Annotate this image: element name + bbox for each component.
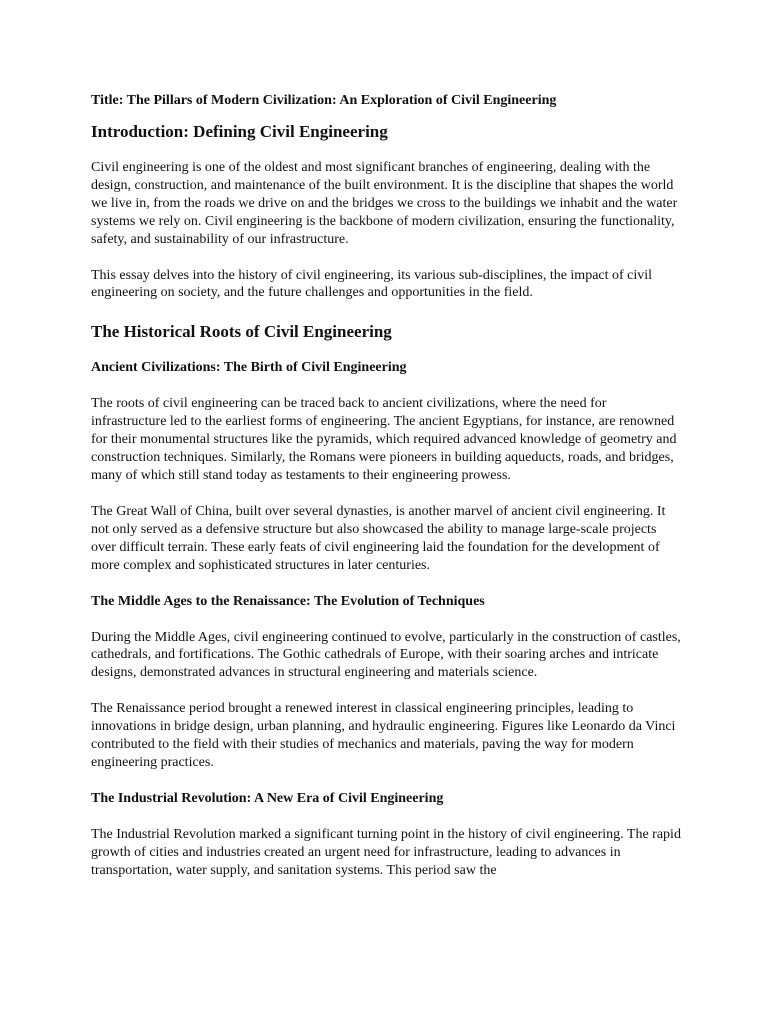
intro-heading: Introduction: Defining Civil Engineering [91, 122, 388, 141]
ancient-paragraph-2: The Great Wall of China, built over several dynasties, is another marvel of ancient civil engineering. It not only served as a defensive structure but also showcased the ability to manage large-scale projects over difficult terrain. These early feats of civil engineering laid the foundation for the development of more complex and sophisticated structures in later centuries. [91, 503, 666, 573]
middle-ages-heading: The Middle Ages to the Renaissance: The Evolution of Techniques [91, 593, 485, 609]
ancient-paragraph-1: The roots of civil engineering can be traced back to ancient civilizations, where the need for infrastructure led to the earliest forms of engineering. The ancient Egyptians, for instance, are renowned for their monumental structures like the pyramids, which required advanced knowledge of geometry and construction techniques. Similarly, the Romans were pioneers in building aqueducts, roads, and bridges, many of which still stand today as testaments to their engineering prowess. [91, 396, 677, 483]
intro-paragraph-2: This essay delves into the history of civil engineering, its various sub-disciplines, the impact of civil engineering on society, and the future challenges and opportunities in the field. [91, 267, 653, 301]
document-title: Title: The Pillars of Modern Civilization: An Exploration of Civil Engineering [91, 93, 557, 108]
history-heading: The Historical Roots of Civil Engineering [91, 322, 392, 342]
intro-paragraph-1: Civil engineering is one of the oldest and most significant branches of engineering, dealing with the design, construction, and maintenance of the built environment. It is the discipline that shapes the world we live in, from the roads we drive on and the bridges we cross to the buildings we inhabit and the water systems we rely on. Civil engineering is the backbone of modern civilization, ensuring the functionality, safety, and sustainability of our infrastructure. [91, 160, 678, 247]
middle-ages-paragraph-2: The Renaissance period brought a renewed interest in classical engineering principles, leading to innovations in bridge design, urban planning, and hydraulic engineering. Figures like Leonardo da Vinci contributed to the field with their studies of mechanics and materials, paving the way for modern engineering practices. [91, 701, 676, 770]
industrial-paragraph-1: The Industrial Revolution marked a significant turning point in the history of civil engineering. The rapid growth of cities and industries created an urgent need for infrastructure, leading to advances in transportation, water supply, and sanitation systems. This period saw the [91, 826, 681, 878]
document-page [91, 92, 681, 898]
ancient-heading: Ancient Civilizations: The Birth of Civil Engineering [91, 360, 407, 376]
industrial-heading: The Industrial Revolution: A New Era of Civil Engineering [91, 790, 444, 806]
middle-ages-paragraph-1: During the Middle Ages, civil engineering continued to evolve, particularly in the construction of castles, cathedrals, and fortifications. The Gothic cathedrals of Europe, with their soaring arches and intricate designs, demonstrated advances in structural engineering and materials science. [91, 629, 681, 681]
